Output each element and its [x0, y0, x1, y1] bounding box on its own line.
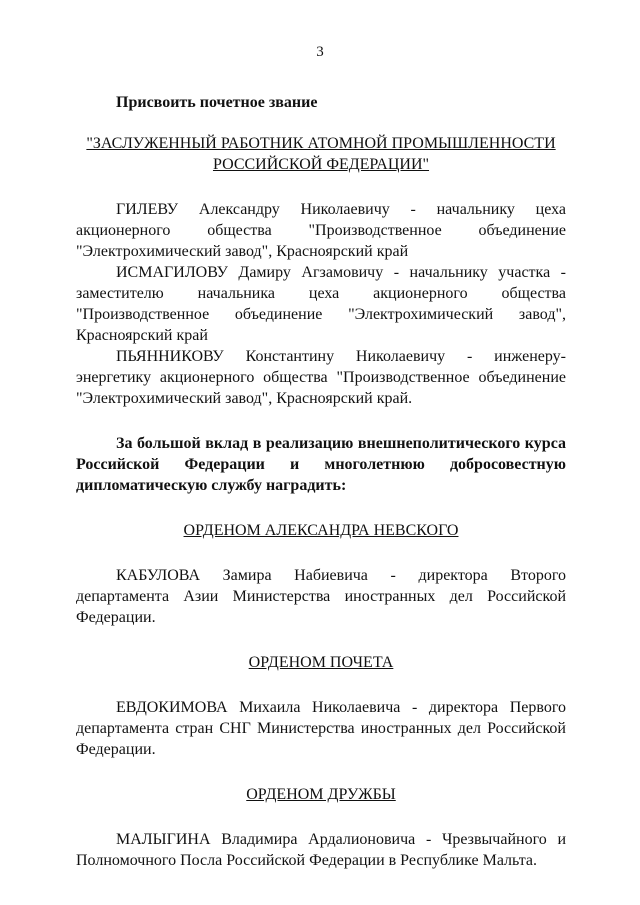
page-number: 3: [316, 44, 324, 60]
award-entry-evdokimov: ЕВДОКИМОВА Михаила Николаевича - директора Первого департамента стран СНГ Министерства иностранных дел Российской Федерации.: [76, 699, 566, 758]
award-entry-pyannikov: ПЬЯННИКОВУ Константину Николаевичу - инженеру-энергетику акционерного общества "Производственное объединение "Электрохимический завод", Красноярский край.: [76, 348, 566, 407]
order-heading-nevsky: ОРДЕНОМ АЛЕКСАНДРА НЕВСКОГО: [183, 522, 459, 539]
order-heading-druzhby: ОРДЕНОМ ДРУЖБЫ: [246, 786, 396, 803]
award-entry-kabulov: КАБУЛОВА Замира Набиевича - директора Второго департамента Азии Министерства иностранных дел Российской Федерации.: [76, 567, 566, 626]
honorary-title-line-2: РОССИЙСКОЙ ФЕДЕРАЦИИ": [212, 156, 430, 173]
award-entry-ismagilov: ИСМАГИЛОВУ Дамиру Агзамовичу - начальнику участка - заместителю начальника цеха акционерного общества "Производственное объединение "Электрохимический завод", Красноярский край: [76, 264, 566, 344]
award-entry-gilev: ГИЛЕВУ Александру Николаевичу - начальнику цеха акционерного общества "Производственное объединение "Электрохимический завод", Красноярский край: [76, 201, 566, 260]
document-body: [76, 92, 566, 871]
honorary-title-line-1: "ЗАСЛУЖЕННЫЙ РАБОТНИК АТОМНОЙ ПРОМЫШЛЕННОСТИ: [86, 135, 556, 152]
diplomatic-service-intro: За большой вклад в реализацию внешнеполитического курса Российской Федерации и многолетнюю добросовестную дипломатическую службу наградить:: [76, 435, 566, 494]
honorary-title-intro: Присвоить почетное звание: [116, 94, 318, 111]
honorary-title-heading: [76, 133, 566, 175]
order-heading-pocheta: ОРДЕНОМ ПОЧЕТА: [248, 654, 394, 671]
award-entry-malygin: МАЛЫГИНА Владимира Ардалионовича - Чрезвычайного и Полномочного Посла Российской Федерации в Республике Мальта.: [76, 831, 566, 869]
